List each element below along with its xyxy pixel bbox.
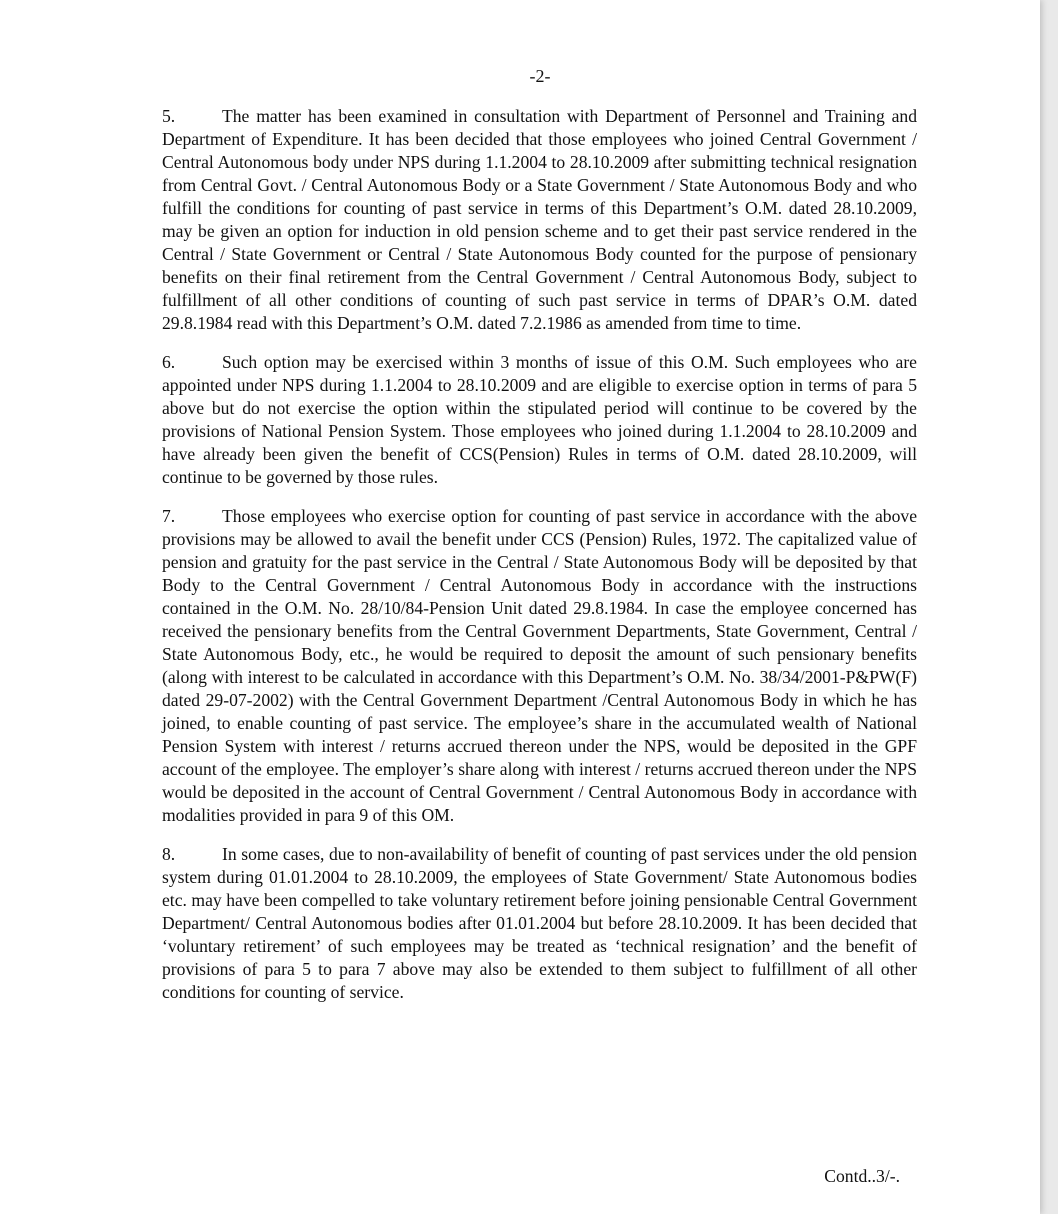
paragraph-6 <box>162 351 917 489</box>
paragraph-number: 5. <box>162 106 176 126</box>
paragraph-number: 7. <box>162 506 176 526</box>
paragraph-7 <box>162 505 917 827</box>
continuation-note: Contd..3/-. <box>824 1166 900 1186</box>
paragraph-8 <box>162 843 917 1004</box>
paragraph-text: Those employees who exercise option for counting of past service in accordance with the above provisions may be allowed to avail the benefit under CCS (Pension) Rules, 1972. The capitalized value of pension and gratuity for the past service in the Central / State Autonomous Body will be deposited by that Body to the Central Government / Central Autonomous Body in accordance with the instructions contained in the O.M. No. 28/10/84-Pension Unit dated 29.8.1984. In case the employee concerned has received the pensionary benefits from the Central Government Departments, State Government, Central / State Autonomous Body, etc., he would be required to deposit the amount of such pensionary benefits (along with interest to be calculated in accordance with this Department’s O.M. No. 38/34/2001-P&PW(F) dated 29-07-2002) with the Central Government Department /Central Autonomous Body in which he has joined, to enable counting of past service. The employee’s share in the accumulated wealth of National Pension System with interest / returns accrued thereon under the NPS, would be deposited in the GPF account of the employee. The employer’s share along with interest / returns accrued thereon under the NPS would be deposited in the account of Central Government / Central Autonomous Body in accordance with modalities provided in para 9 of this OM. <box>162 506 917 825</box>
paragraph-text: Such option may be exercised within 3 months of issue of this O.M. Such employees who are appointed under NPS during 1.1.2004 to 28.10.2009 and are eligible to exercise option in terms of para 5 above but do not exercise the option within the stipulated period will continue to be covered by the provisions of National Pension System. Those employees who joined during 1.1.2004 to 28.10.2009 and have already been given the benefit of CCS(Pension) Rules in terms of O.M. dated 28.10.2009, will continue to be governed by those rules. <box>162 352 917 487</box>
paragraph-text: In some cases, due to non-availability of benefit of counting of past services under the old pension system during 01.01.2004 to 28.10.2009, the employees of State Government/ State Autonomous bodies etc. may have been compelled to take voluntary retirement before joining pensionable Central Government Department/ Central Autonomous bodies after 01.01.2004 but before 28.10.2009. It has been decided that ‘voluntary retirement’ of such employees may be treated as ‘technical resignation’ and the benefit of provisions of para 5 to para 7 above may also be extended to them subject to fulfillment of all other conditions for counting of service. <box>162 844 917 1002</box>
paragraph-number: 6. <box>162 352 176 372</box>
document-body <box>162 105 917 1020</box>
paragraph-number: 8. <box>162 844 176 864</box>
page-number: -2- <box>529 66 551 86</box>
paragraph-text: The matter has been examined in consultation with Department of Personnel and Training and Department of Expenditure. It has been decided that those employees who joined Central Government / Central Autonomous body under NPS during 1.1.2004 to 28.10.2009 after submitting technical resignation from Central Govt. / Central Autonomous Body or a State Government / State Autonomous Body and who fulfill the conditions for counting of past service in terms of this Department’s O.M. dated 28.10.2009, may be given an option for induction in old pension scheme and to get their past service rendered in the Central / State Government or Central / State Autonomous Body counted for the purpose of pensionary benefits on their final retirement from the Central Government / Central Autonomous Body, subject to fulfillment of all other conditions of counting of such past service in terms of DPAR’s O.M. dated 29.8.1984 read with this Department’s O.M. dated 7.2.1986 as amended from time to time. <box>162 106 917 333</box>
paragraph-5 <box>162 105 917 335</box>
